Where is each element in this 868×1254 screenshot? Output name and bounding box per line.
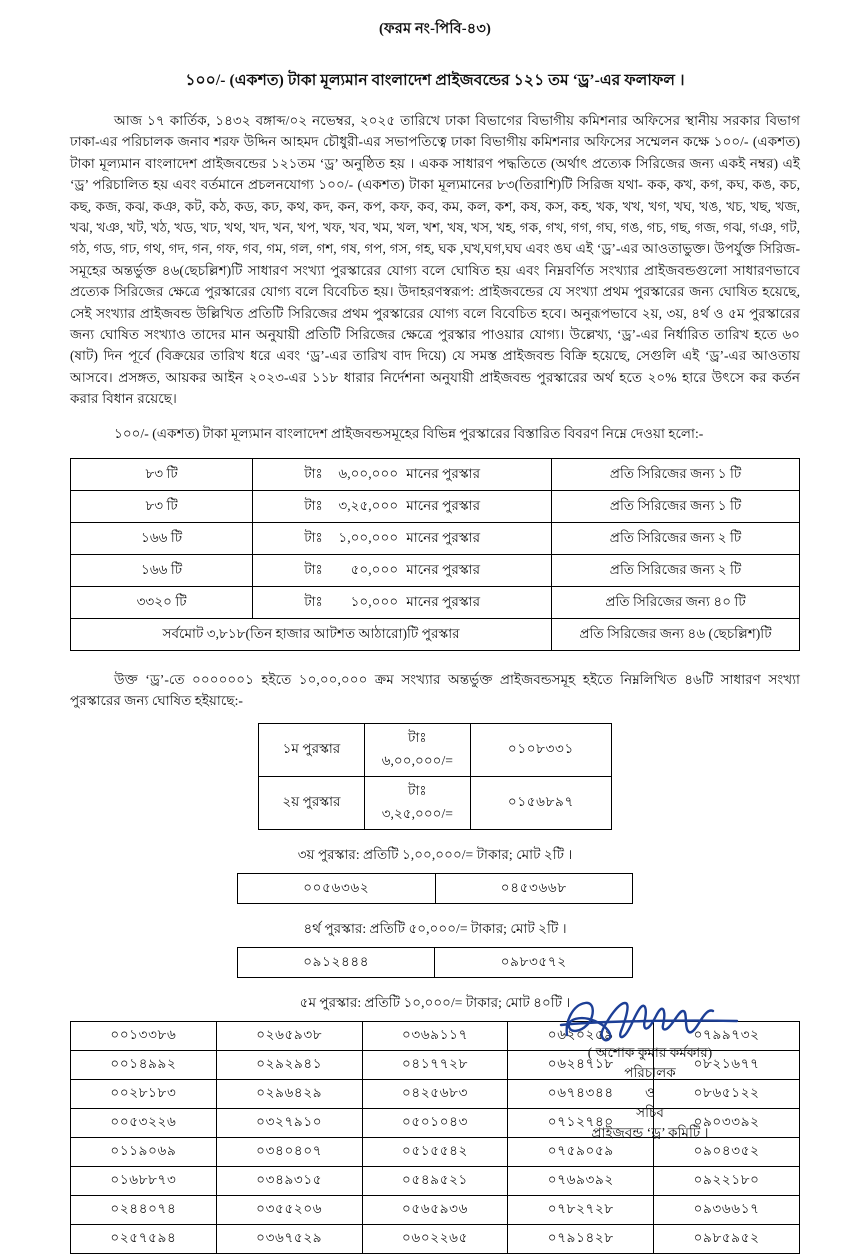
table-total-row <box>71 618 800 650</box>
prize-count: ৮৩ টি <box>71 458 253 490</box>
form-number: (ফরম নং-পিবি-৪৩) <box>378 21 492 37</box>
winning-number: ০১৬৮৮৭৩ <box>71 1166 217 1195</box>
winning-number: ০৯২২১৮০ <box>654 1166 800 1195</box>
table-row <box>259 776 612 829</box>
winning-number: ০৯৮৩৫৭২ <box>435 947 633 977</box>
winning-number: ০৬০২২৬৫ <box>362 1224 508 1253</box>
winning-number: ০৮২১৬৭৭ <box>654 1050 800 1079</box>
per-series-count: প্রতি সিরিজের জন্য ২ টি <box>552 522 800 554</box>
prize-value <box>253 490 552 522</box>
winning-number: ০৯৩৬৬১৭ <box>654 1195 800 1224</box>
winning-number: ০৯০৩৩৯২ <box>654 1108 800 1137</box>
prize-summary-body <box>71 458 800 650</box>
table-row <box>238 873 633 903</box>
currency-label: টাঃ <box>304 561 323 577</box>
table-row <box>259 723 612 776</box>
winning-number: ০৯১২৪৪৪ <box>238 947 435 977</box>
prize-value-suffix: মানের পুরস্কার <box>406 465 481 481</box>
winning-number: ০০২৮১৮৩ <box>71 1079 217 1108</box>
table-row <box>71 1166 800 1195</box>
main-paragraph: আজ ১৭ কার্তিক, ১৪৩২ বঙ্গাব্দ/০২ নভেম্বর, ২০২৫ তারিখে ঢাকা বিভাগের বিভাগীয় কমিশনার অফিসের স্থানীয় সরকার বিভাগ ঢাকা-এর পরিচালক জনাব শরফ উদ্দিন আহমদ চৌধুরী-এর সভাপতিত্বে ঢাকা বিভাগীয় কমিশনার অফিসের সম্মেলন কক্ষে ১০০/- (একশত) টাকা মূল্যমান বাংলাদেশ প্রাইজবন্ডের ১২১তম ‘ড্র’ অনুষ্ঠিত হয় । একক সাধারণ পদ্ধতিতে (অর্থাৎ প্রত্যেক সিরিজের জন্য একই নম্বর) এই ‘ড্র’ পরিচালিত হয় এবং বর্তমানে প্রচলনযোগ্য ১০০/- (একশত) টাকা মূল্যমানের ৮৩(তিরাশি)টি সিরিজ যথা- কক, কখ, কগ, কঘ, কঙ, কচ, কছ, কজ, কঝ, কঞ, কট, কঠ, কড, কঢ, কথ, কদ, কন, কপ, কফ, কব, কম, কল, কশ, কষ, কস, কহ, খক, খখ, খগ, খঘ, খঙ, খচ, খছ, খজ, খঝ, খঞ, খট, খঠ, খড, খঢ, খথ, খদ, খন, খপ, খফ, খব, খম, খল, খশ, খষ, খস, খহ, গক, গখ, গগ, গঘ, গঙ, গচ, গছ, গজ, গঝ, গঞ, গট, গঠ, গড, গঢ, গথ, গদ, গন, গফ, গব, গম, গল, গশ, গষ, গপ, গস, গহ, ঘক ,ঘখ,ঘগ,ঘঘ এবং ঙঘ এই ‘ড্র’-এর আওতাভুক্ত। উপর্যুক্ত সিরিজ-সমূহের অন্তর্ভুক্ত ৪৬(ছেচল্লিশ)টি সাধারণ সংখ্যা পুরস্কারের যোগ্য বলে ঘোষিত হয় এবং নিম্নবর্ণিত সংখ্যার প্রাইজবন্ডগুলো সাধারণভাবে প্রত্যেক সিরিজের ক্ষেত্রে পুরস্কারের যোগ্য বলে বিবেচিত হয়। উদাহরণস্বরূপ: প্রাইজবন্ডের যে সংখ্যা প্রথম পুরস্কারের জন্য ঘোষিত হয়েছে, সেই সংখ্যার প্রাইজবন্ড উল্লিখিত প্রতিটি সিরিজের প্রথম পুরস্কারের যোগ্য বলে বিবেচিত হবে। অনুরূপভাবে ২য়, ৩য়, ৪র্থ ও ৫ম পুরস্কারের জন্য ঘোষিত সংখ্যাও তাদের মান অনুযায়ী প্রতিটি সিরিজের ক্ষেত্রে পুরস্কার পাওয়ার যোগ্য। উল্লেখ্য, ‘ড্র’-এর নির্ধারিত তারিখ হতে ৬০ (ষাট) দিন পূর্বে (বিক্রয়ের তারিখ ধরে এবং ‘ড্র’-এর তারিখ বাদ দিয়ে) যে সমস্ত প্রাইজবন্ড বিক্রি হয়েছে, সেগুলি এই ‘ড্র’-এর আওতায় আসবে। প্রসঙ্গত, আয়কর আইন ২০২৩-এর ১১৮ ধারার নির্দেশনা অনুযায়ী প্রাইজবন্ড পুরস্কারের অর্থ হতে ২০% হারে উৎসে কর কর্তন করার বিধান রয়েছে। <box>70 113 800 407</box>
winning-number: ০৭৯১৪২৮ <box>508 1224 654 1253</box>
winning-number: ০৩৪৯৩১৫ <box>216 1166 362 1195</box>
document-title: ১০০/- (একশত) টাকা মূল্যমান বাংলাদেশ প্রাইজবন্ডের ১২১ তম ‘ড্র’-এর ফলাফল । <box>185 72 685 89</box>
currency-label: টাঃ <box>304 593 323 609</box>
currency-label: টাঃ <box>304 497 323 513</box>
prize-value-suffix: মানের পুরস্কার <box>406 529 481 545</box>
prize-value <box>253 458 552 490</box>
prize-count: ৩৩২০ টি <box>71 586 253 618</box>
prize-amount: ৫০,০০০ <box>350 561 399 577</box>
signatory-designation-1: পরিচালক <box>624 1065 676 1080</box>
winning-number: ০৫১৫৫৪২ <box>362 1137 508 1166</box>
per-series-count: প্রতি সিরিজের জন্য ১ টি <box>552 458 800 490</box>
prize-1-2-table <box>258 723 612 830</box>
prize-5-heading: ৫ম পুরস্কার: প্রতিটি ১০,০০০/= টাকার; মোট ৪০টি । <box>299 994 571 1010</box>
prize-value <box>253 522 552 554</box>
winning-number: ০৯৮৫৯৫২ <box>654 1224 800 1253</box>
prize-summary-table <box>70 458 800 651</box>
table-row <box>71 458 800 490</box>
announcement-paragraph: উক্ত ‘ড্র’-তে ০০০০০০১ হইতে ১০,০০,০০০ ক্রম সংখ্যার অন্তর্ভুক্ত প্রাইজবন্ডসমূহ হইতে নিম্নলিখিত ৪৬টি সাধারণ সংখ্যা পুরস্কারের জন্য ঘোষিত হইয়াছে:- <box>70 671 800 709</box>
winning-number: ০৪২৫৬৮৩ <box>362 1079 508 1108</box>
winning-number: ০৭৬৯৩৯২ <box>508 1166 654 1195</box>
winning-number: ০৭৯৯৭৩২ <box>654 1021 800 1050</box>
winning-number: ০৯০৪৩৫২ <box>654 1137 800 1166</box>
signatory-conjunction: ও <box>644 1085 655 1100</box>
table-row <box>71 1224 800 1253</box>
prize-amount: টাঃ ৬,০০,০০০/= <box>364 723 470 776</box>
winning-number: ০৩৪০৪০৭ <box>216 1137 362 1166</box>
winning-number: ০৭৮২৭২৮ <box>508 1195 654 1224</box>
prize-count: ১৬৬ টি <box>71 554 253 586</box>
prize-3-heading: ৩য় পুরস্কার: প্রতিটি ১,০০,০০০/= টাকার; মোট ২টি । <box>297 846 573 862</box>
winning-number: ০২৯৬৪২৯ <box>216 1079 362 1108</box>
winning-number: ০৮৬৫১২২ <box>654 1079 800 1108</box>
prize-amount: টাঃ ৩,২৫,০০০/= <box>364 776 470 829</box>
winning-number: ০৬২০২৫৯ <box>508 1021 654 1050</box>
prize-amount: ৬,০০,০০০ <box>338 465 399 481</box>
prize-4-section <box>70 947 800 978</box>
table-row <box>71 490 800 522</box>
total-prizes-label: সর্বমোট ৩,৮১৮(তিন হাজার আটশত আঠারো)টি পুরস্কার <box>71 618 552 650</box>
prize-label: ২য় পুরস্কার <box>259 776 365 829</box>
prize-count: ১৬৬ টি <box>71 522 253 554</box>
currency-label: টাঃ <box>304 529 323 545</box>
currency-label: টাঃ <box>304 465 323 481</box>
table-row <box>71 586 800 618</box>
winning-number: ০৫০১০৪৩ <box>362 1108 508 1137</box>
handwritten-signature-icon <box>555 991 745 1047</box>
per-series-count: প্রতি সিরিজের জন্য ১ টি <box>552 490 800 522</box>
prize-value-suffix: মানের পুরস্কার <box>406 561 481 577</box>
winning-number: ০৫৪৯৫২১ <box>362 1166 508 1195</box>
winning-number: ০৪৫৩৬৬৮ <box>435 873 632 903</box>
table-row <box>71 1195 800 1224</box>
winning-number: ০৪১৭৭২৮ <box>362 1050 508 1079</box>
total-per-series: প্রতি সিরিজের জন্য ৪৬ (ছেচল্লিশ)টি <box>552 618 800 650</box>
winning-number: ০১৫৬৮৯৭ <box>470 776 611 829</box>
winning-number: ০৩৫৫২০৬ <box>216 1195 362 1224</box>
winning-number: ০৭১২৭৪০ <box>508 1108 654 1137</box>
winning-number: ০৩৬৯১১৭ <box>362 1021 508 1050</box>
table-row <box>238 947 633 977</box>
winning-number: ০১০৮৩৩১ <box>470 723 611 776</box>
signatory-designation-2: সচিব <box>636 1105 664 1120</box>
prize-count: ৮৩ টি <box>71 490 253 522</box>
per-series-count: প্রতি সিরিজের জন্য ২ টি <box>552 554 800 586</box>
signature-block <box>500 991 800 1143</box>
prize-1-2-section <box>70 723 800 830</box>
per-series-count: প্রতি সিরিজের জন্য ৪০ টি <box>552 586 800 618</box>
winning-number: ০০১৩৩৮৬ <box>71 1021 217 1050</box>
prize-4-heading: ৪র্থ পুরস্কার: প্রতিটি ৫০,০০০/= টাকার; মোট ২টি । <box>303 920 567 936</box>
table-intro-line: ১০০/- (একশত) টাকা মূল্যমান বাংলাদেশ প্রাইজবন্ডসমূহের বিভিন্ন পুরস্কারের বিস্তারিত বিবরণ নিম্নে দেওয়া হলো:- <box>114 425 704 441</box>
table-row <box>71 554 800 586</box>
signatory-committee: প্রাইজবন্ড ‘ড্র’ কমিটি । <box>591 1125 709 1140</box>
winning-number: ০২৪৪০৭৪ <box>71 1195 217 1224</box>
winning-number: ০২৯২৯৪১ <box>216 1050 362 1079</box>
prize-amount: ৩,২৫,০০০ <box>338 497 399 513</box>
prize-3-section <box>70 873 800 904</box>
winning-number: ০০৫৩২২৬ <box>71 1108 217 1137</box>
prize-3-table <box>237 873 633 904</box>
prize-value <box>253 554 552 586</box>
signatory-name: ( অশোক কুমার কর্মকার) <box>587 1045 713 1060</box>
winning-number: ০২৫৭৫৯৪ <box>71 1224 217 1253</box>
prize-value <box>253 586 552 618</box>
prize-value-suffix: মানের পুরস্কার <box>406 593 481 609</box>
winning-number: ০৬২৪৭১৮ <box>508 1050 654 1079</box>
prize-amount: ১০,০০০ <box>350 593 399 609</box>
prize-4-table <box>237 947 633 978</box>
winning-number: ০৫৬৫৯৩৬ <box>362 1195 508 1224</box>
winning-number: ০৩৬৭৫২৯ <box>216 1224 362 1253</box>
winning-number: ০১১৯০৬৯ <box>71 1137 217 1166</box>
winning-number: ০৬৭৪৩৪৪ <box>508 1079 654 1108</box>
winning-number: ০০১৪৯৯২ <box>71 1050 217 1079</box>
winning-number: ০৩২৭৯১০ <box>216 1108 362 1137</box>
table-row <box>71 522 800 554</box>
winning-number: ০০৫৬৩৬২ <box>238 873 436 903</box>
winning-number: ০২৬৫৯৩৮ <box>216 1021 362 1050</box>
prize-amount: ১,০০,০০০ <box>338 529 399 545</box>
winning-number: ০৭৫৯০৫৯ <box>508 1137 654 1166</box>
prize-value-suffix: মানের পুরস্কার <box>406 497 481 513</box>
prize-label: ১ম পুরস্কার <box>259 723 365 776</box>
